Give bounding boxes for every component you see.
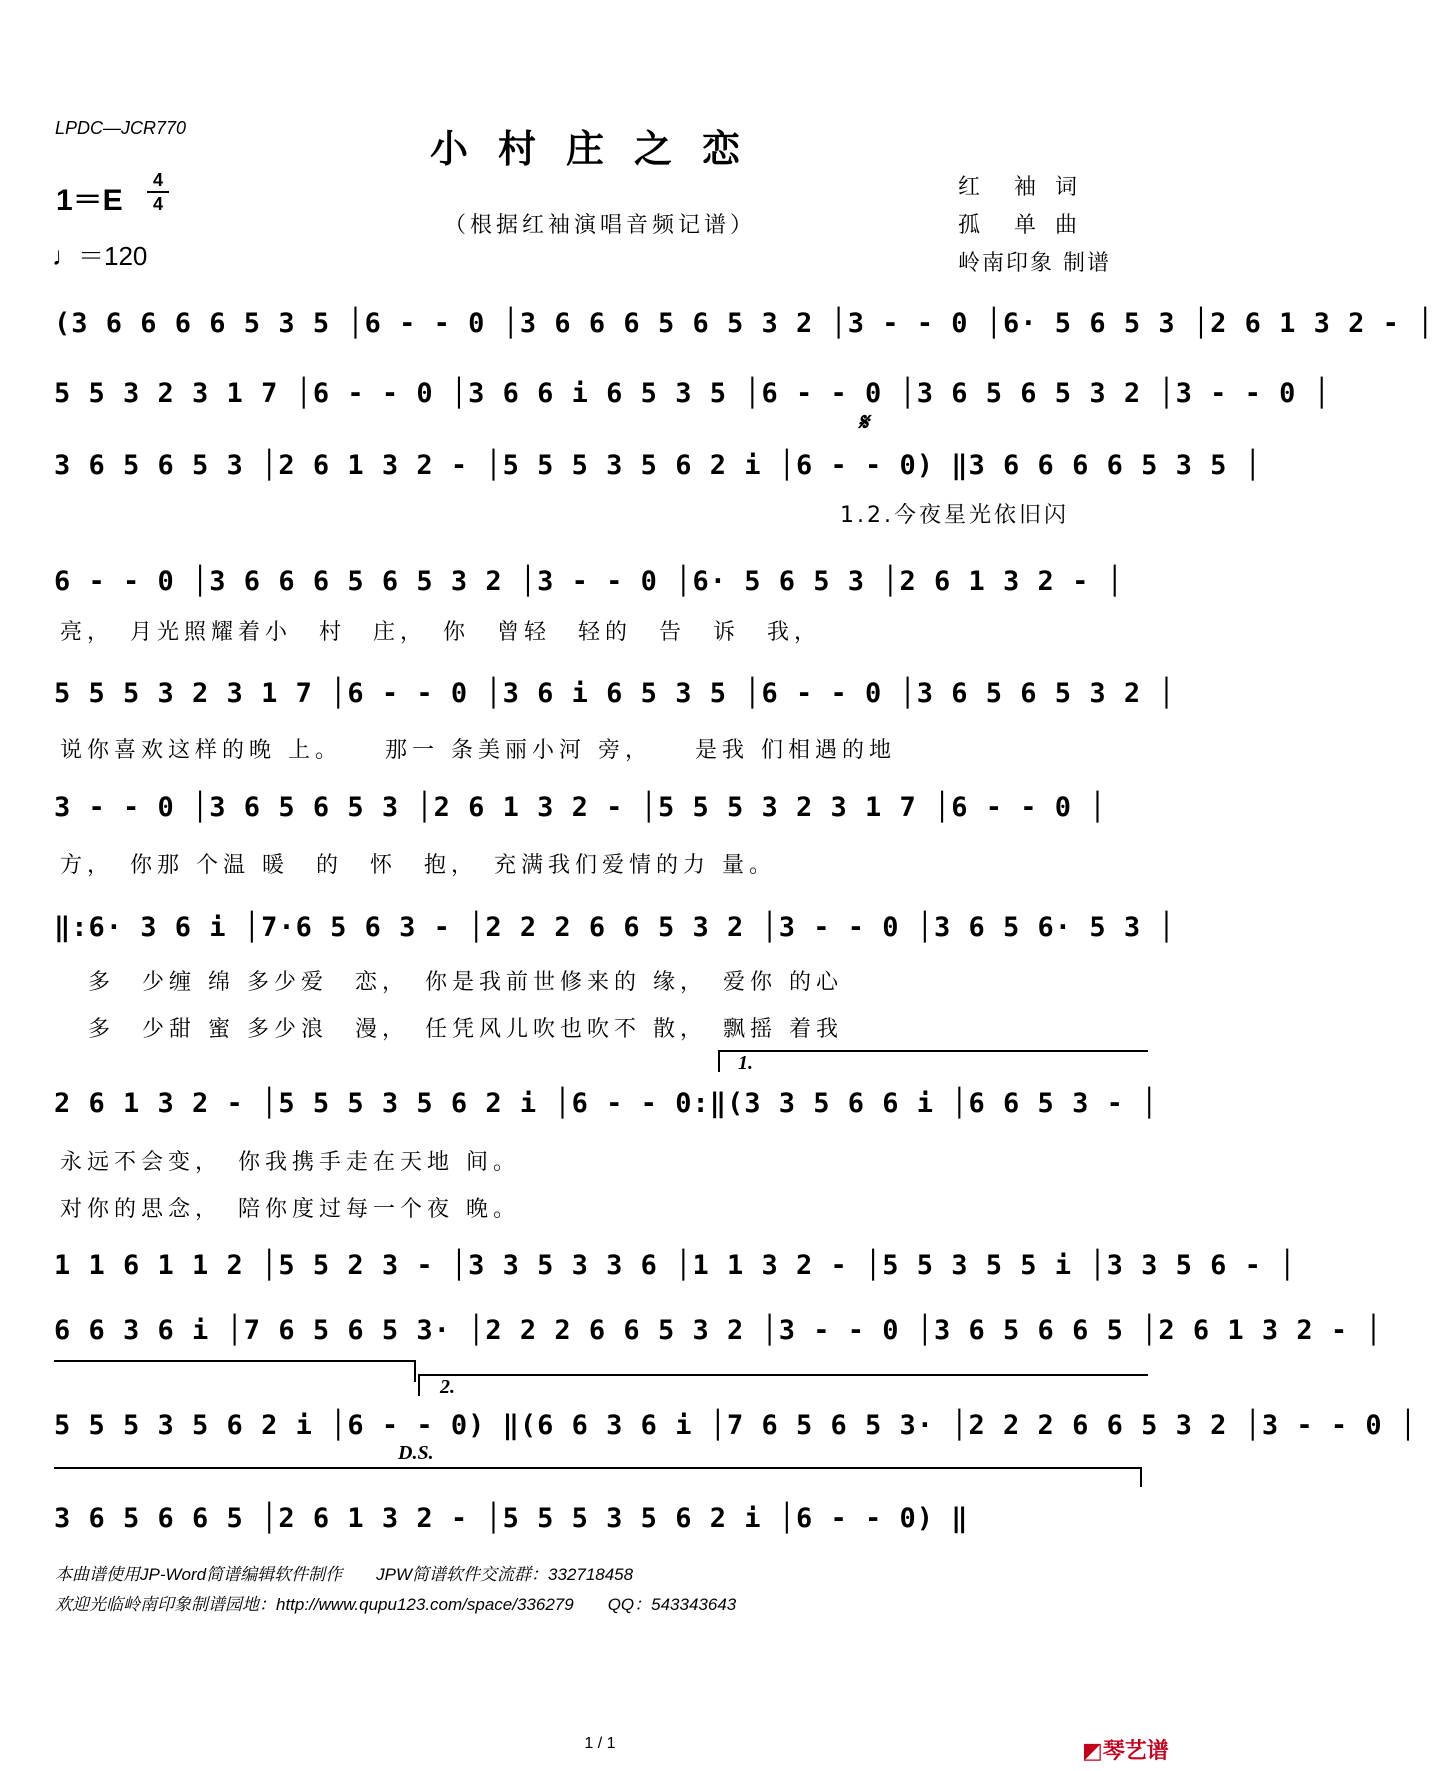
volta-1-continuation bbox=[54, 1360, 416, 1362]
volta-1-hook bbox=[718, 1050, 720, 1072]
lyric-chorus-2a: 永远不会变， 你我携手走在天地 间。 bbox=[60, 1150, 520, 1175]
volta-2-continuation bbox=[54, 1467, 1142, 1469]
volta-2-label: 2. bbox=[440, 1376, 455, 1398]
lyric-verse-2: 说你喜欢这样的晚 上。 那一 条美丽小河 旁， 是我 们相遇的地 bbox=[60, 738, 896, 763]
notation-row-9: 1 1 6 1 1 2 │5 5 2 3 - │3 3 5 3 3 6 │1 1 3 2 - │5 5 3 5 5 i │3 3 5 6 - │ bbox=[54, 1250, 1297, 1281]
notation-row-7: ‖:6· 3 6 i │7·6 5 6 3 - │2 2 2 6 6 5 3 2 │3 - - 0 │3 6 5 6· 5 3 │ bbox=[54, 912, 1176, 943]
notation-row-12: 3 6 5 6 6 5 │2 6 1 3 2 - │5 5 5 3 5 6 2 i │6 - - 0) ‖ bbox=[54, 1503, 969, 1534]
lyric-verse-3: 方， 你那 个温 暖 的 怀 抱， 充满我们爱情的力 量。 bbox=[60, 853, 776, 878]
notation-row-3: 3 6 5 6 5 3 │2 6 1 3 2 - │5 5 5 3 5 6 2 i │6 - - 0) ‖3 6 6 6 6 5 3 5 │ bbox=[54, 450, 1262, 481]
volta-2-end-hook bbox=[1140, 1467, 1142, 1487]
lyric-chorus-2b: 对你的思念， 陪你度过每一个夜 晚。 bbox=[60, 1197, 520, 1222]
notation-row-10: 6 6 3 6 i │7 6 5 6 5 3· │2 2 2 6 6 5 3 2 │3 - - 0 │3 6 5 6 6 5 │2 6 1 3 2 - │ bbox=[54, 1315, 1383, 1346]
page-title: 小村庄之恋 bbox=[429, 127, 770, 171]
notation-row-4: 6 - - 0 │3 6 6 6 5 6 5 3 2 │3 - - 0 │6· 5 6 5 3 │2 6 1 3 2 - │ bbox=[54, 566, 1124, 597]
notation-row-5: 5 5 5 3 2 3 1 7 │6 - - 0 │3 6 i 6 5 3 5 │6 - - 0 │3 6 5 6 5 3 2 │ bbox=[54, 678, 1176, 709]
ds-marking: D.S. bbox=[398, 1442, 434, 1464]
site-logo bbox=[1082, 1734, 1169, 1765]
score-code: LPDC—JCR770 bbox=[55, 118, 187, 138]
volta-1-bracket bbox=[718, 1050, 1148, 1052]
logo-icon: ◩ bbox=[1082, 1739, 1103, 1764]
footer-software-note: 本曲谱使用JP-Word简谱编辑软件制作 JPW简谱软件交流群：332718458 bbox=[55, 1565, 634, 1584]
lyric-verse-1: 亮， 月光照耀着小 村 庄， 你 曾轻 轻的 告 诉 我， bbox=[60, 620, 822, 645]
tempo-marking: ♩＝120 bbox=[52, 241, 148, 271]
lyric-chorus-1b: 多 少甜 蜜 多少浪 漫， 任凭风儿吹也吹不 散， 飘摇 着我 bbox=[88, 1017, 843, 1042]
volta-2-hook bbox=[418, 1374, 420, 1396]
page-number: 1 / 1 bbox=[584, 1735, 616, 1752]
volta-2-bracket bbox=[418, 1374, 1148, 1376]
notation-row-1: (3 6 6 6 6 5 3 5 │6 - - 0 │3 6 6 6 5 6 5 3 2 │3 - - 0 │6· 5 6 5 3 │2 6 1 3 2 - │ bbox=[54, 308, 1434, 339]
notation-row-2: 5 5 3 2 3 1 7 │6 - - 0 │3 6 6 i 6 5 3 5 │6 - - 0 │3 6 5 6 5 3 2 │3 - - 0 │ bbox=[54, 378, 1331, 409]
notation-row-6: 3 - - 0 │3 6 5 6 5 3 │2 6 1 3 2 - │5 5 5 3 2 3 1 7 │6 - - 0 │ bbox=[54, 792, 1107, 823]
credit-composer: 孤 单 曲 bbox=[958, 213, 1083, 238]
credit-transcriber: 岭南印象 制谱 bbox=[958, 251, 1111, 276]
subtitle: （根据红袖演唱音频记谱） bbox=[443, 213, 756, 238]
segno-sign: 𝄋 bbox=[858, 410, 869, 436]
notation-row-11: 5 5 5 3 5 6 2 i │6 - - 0) ‖(6 6 3 6 i │7 6 5 6 5 3· │2 2 2 6 6 5 3 2 │3 - - 0 │ bbox=[54, 1410, 1418, 1441]
time-signature bbox=[147, 170, 169, 214]
time-bottom: 4 bbox=[152, 194, 163, 214]
credit-lyricist: 红 袖 词 bbox=[958, 175, 1083, 200]
logo-text: 琴艺谱 bbox=[1102, 1739, 1169, 1764]
lyric-chorus-1a: 多 少缠 绵 多少爱 恋， 你是我前世修来的 缘， 爱你 的心 bbox=[88, 970, 843, 995]
notation-row-8: 2 6 1 3 2 - │5 5 5 3 5 6 2 i │6 - - 0:‖(3 3 5 6 6 i │6 6 5 3 - │ bbox=[54, 1088, 1159, 1119]
volta-1-end-hook bbox=[414, 1360, 416, 1382]
time-top: 4 bbox=[152, 170, 163, 190]
lyric-intro: 1.2.今夜星光依旧闪 bbox=[840, 503, 1069, 528]
time-bar bbox=[147, 191, 169, 193]
footer-website-note: 欢迎光临岭南印象制谱园地：http://www.qupu123.com/space/336279 QQ：543343643 bbox=[55, 1595, 737, 1614]
key-signature: 1＝E bbox=[56, 184, 123, 217]
volta-1-label: 1. bbox=[738, 1052, 753, 1074]
